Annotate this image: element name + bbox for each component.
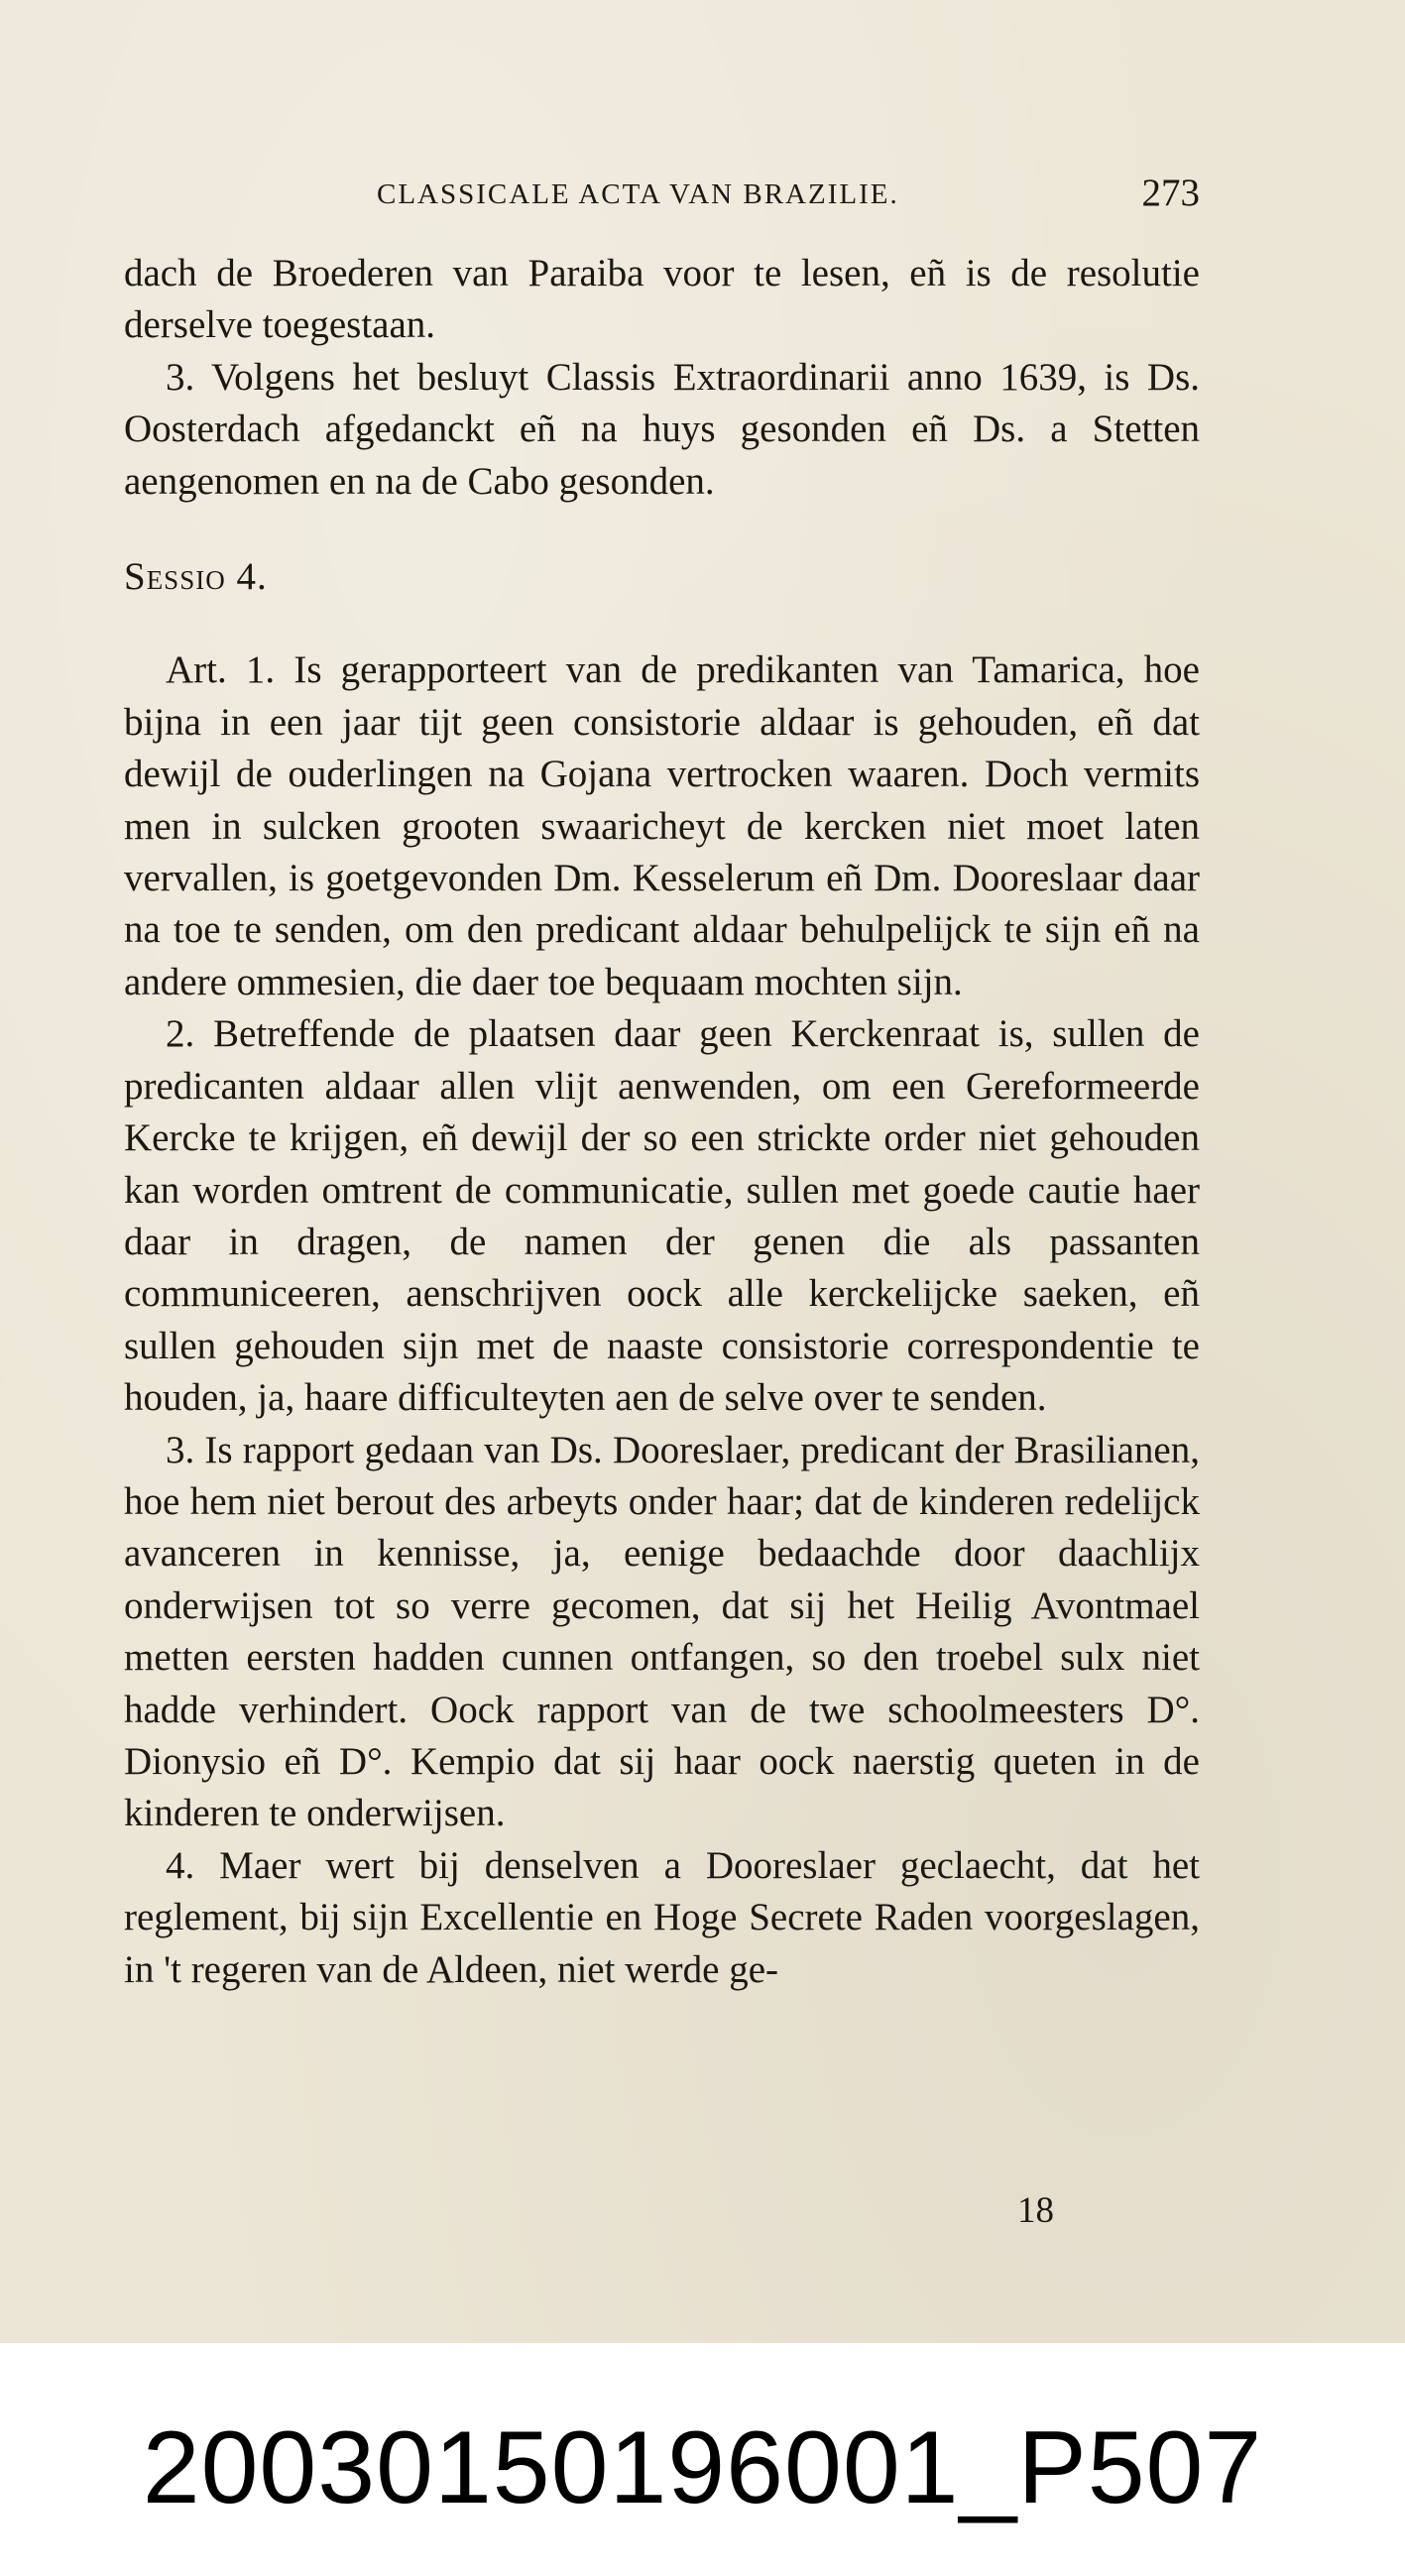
paragraph-art-4: 4. Maer wert bij denselven a Dooreslaer geclaecht, dat het reglement, bij sijn Excellentie en Hoge Secrete Raden voorgeslagen, in 't regeren van de Aldeen, niet werde ge- bbox=[124, 1843, 1200, 1991]
paragraph-art-3: 3. Is rapport gedaan van Ds. Dooreslaer, predicant der Brasilianen, hoe hem niet berout des arbeyts onder haar; dat de kinderen redelijck avanceren in kennisse, ja, eenige bedaachde door daachlijx onderwijsen tot so verre gecomen, dat sij het Heilig Avontmael metten eersten hadden cunnen ontfangen, so den troebel sulx niet hadde verhindert. Oock rapport van de twe schoolmeesters D°. Dionysio eñ D°. Kempio dat sij haar oock naerstig queten in de kinderen te onderwijsen. bbox=[124, 1428, 1200, 1835]
paragraph-continuation: dach de Broederen van Paraiba voor te lesen, eñ is de resolutie derselve toegestaan. bbox=[124, 252, 1200, 347]
running-title: CLASSICALE ACTA VAN BRAZILIE. bbox=[377, 178, 899, 210]
page-body bbox=[124, 248, 1200, 1996]
page-number: 273 bbox=[1141, 172, 1200, 214]
page-header bbox=[124, 171, 1200, 220]
paragraph-art-1: Art. 1. Is gerapporteert van de predikanten van Tamarica, hoe bijna in een jaar tijt geen consistorie aldaar is gehouden, eñ dat dewijl de ouderlingen na Gojana vertrocken waaren. Doch vermits men in sulcken grooten swaaricheyt de kercken niet moet laten vervallen, is goetgevonden Dm. Kesselerum eñ Dm. Dooreslaar daar na toe te senden, om den predicant aldaar behulpelijck te sijn eñ na andere ommesien, die daer toe bequaam mochten sijn. bbox=[124, 648, 1200, 1003]
paragraph-item-3: 3. Volgens het besluyt Classis Extraordinarii anno 1639, is Ds. Oosterdach afgedanckt eñ na huys gesonden eñ Ds. a Stetten aengenomen en na de Cabo gesonden. bbox=[124, 355, 1200, 503]
paragraph-art-2: 2. Betreffende de plaatsen daar geen Kerckenraat is, sullen de predicanten aldaar allen vlijt aenwenden, om een Gereformeerde Kercke te krijgen, eñ dewijl der so een strickte order niet gehouden kan worden omtrent de communicatie, sullen met goede cautie haer daar in dragen, de namen der genen die als passanten communiceeren, aenschrijven oock alle kerckelijcke saeken, eñ sullen gehouden sijn met de naaste consistorie correspondentie te houden, ja, haare difficulteyten aen de selve over te senden. bbox=[124, 1012, 1200, 1420]
signature-mark: 18 bbox=[1017, 2190, 1054, 2231]
session-heading: Sessio 4. bbox=[124, 555, 268, 599]
catalog-id: 20030150196001_P507 bbox=[142, 2410, 1263, 2525]
